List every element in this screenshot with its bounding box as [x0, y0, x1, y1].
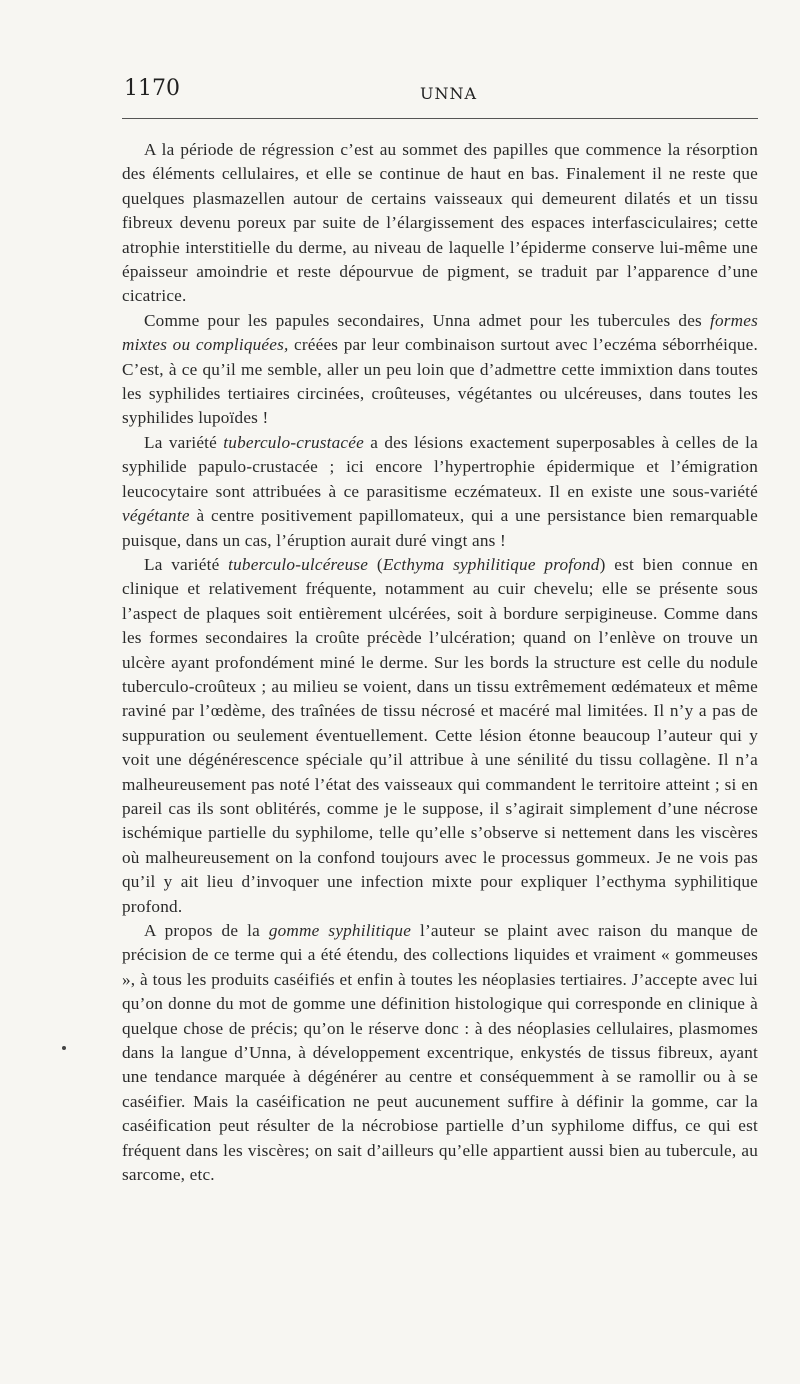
- paragraph-3-italic-1: tuberculo-crustacée: [223, 432, 364, 452]
- paragraph-2-text-a: Comme pour les papules secondaires, Unna admet pour les tubercules des: [144, 310, 710, 330]
- running-head: UNNA: [420, 84, 478, 103]
- margin-mark: [62, 1046, 66, 1050]
- paragraph-4-text-b: (: [368, 554, 383, 574]
- paragraph-3-text-c: à centre positivement papillomateux, qui a une persistance bien remarquable puisque, dans un cas, l’éruption aurait duré vingt ans !: [122, 506, 758, 550]
- paragraph-4-italic-1: tuberculo-ulcéreuse: [228, 554, 369, 574]
- paragraph-4-text-c: ) est bien connue en clinique et relativement fréquente, notamment au cuir chevelu; elle se présente sous l’aspect de plaques soit entièrement ulcérées, soit à bordure serpigineuse. Comme dans les formes secondaires la croûte précède l’ulcération; quand on l’enlève on trouve un ulcère ayant profondément miné le derme. Sur les bords la structure est celle du nodule tuberculo-croûteux ; au milieu se voient, dans un tissu extrêmement œdémateux et même raviné par l’œdème, des traînées de tissu nécrosé et macéré mal limitées. Il n’y a pas de suppuration ou seulement éventuellement. Cette lésion étonne beaucoup l’auteur qui y voit une dégénérescence spéciale qu’il attribue à une sénilité du tissu collagène. Il n’a malheureusement pas noté l’état des vaisseaux qui commandent le territoire atteint ; si en pareil cas ils sont oblitérés, comme je le suppose, il s’agirait simplement d’une nécrose ischémique partielle du syphilome, telle qu’elle s’observe si nettement dans les viscères où malheureusement on la confond toujours avec le processus gommeux. Je ne vois pas qu’il y ait lieu d’invoquer une infection mixte pour expliquer l’ecthyma syphilitique profond.: [122, 554, 759, 916]
- body-text: [122, 138, 758, 1187]
- paragraph-2-italic: formes mixtes ou compliquées,: [122, 310, 758, 355]
- paragraph-5-text-b: l’auteur se plaint avec raison du manque de précision de ce terme qui a été étendu, des collections liquides et vraiment « gommeuses », à tous les produits caséifiés et enfin à toutes les néoplasies tertiaires. J’accepte avec lui qu’on donne du mot de gomme une définition histologique qui corresponde en clinique à quelque chose de précis; qu’on le réserve donc : à des néoplasies cellulaires, plasmomes dans la langue d’Unna, à développement excentrique, enkystés de tissus fibreux, ayant une tendance marquée à dégénérer au centre et conséquemment à se ramollir ou à se caséifier. Mais la caséification ne peut aucunement suffire à définir la gomme, car la caséification peut résulter de la nécrobiose partielle d’un syphilome diffus, ce qui est fréquent dans les viscères; on sait d’ailleurs qu’elle appartient aussi bien au tubercule, au sarcome, etc.: [122, 921, 758, 1185]
- paragraph-4-italic-2: Ecthyma syphilitique profond: [382, 554, 600, 574]
- paragraph-5: [122, 919, 758, 1187]
- paragraph-2: [122, 309, 758, 431]
- paragraph-1-text: A la période de régression c’est au sommet des papilles que commence la résorption des éléments cellulaires, et elle se continue de haut en bas. Finalement il ne reste que quelques plasmazellen autour de certains vaisseaux qui demeurent dilatés et un tissu fibreux devenu poreux par suite de l’élargissement des espaces interfasciculaires; cette atrophie interstitielle du derme, au niveau de laquelle l’épiderme conserve lui-même une épaisseur amoindrie et reste dépourvue de pigment, se traduit par l’apparence d’une cicatrice.: [122, 140, 758, 306]
- paragraph-4: [122, 553, 758, 919]
- paragraph-4-text-a: La variété: [144, 554, 229, 574]
- paragraph-2-text-b: créées par leur combinaison surtout avec l’eczéma séborrhéique. C’est, à ce qu’il me semble, aller un peu loin que d’admettre cette immixtion dans toutes les syphilides tertiaires circinées, croûteuses, végétantes ou ulcéreuses, dans toutes les syphilides lupoïdes !: [122, 335, 758, 428]
- page-header: [124, 72, 756, 112]
- paragraph-3-text-b: a des lésions exactement superposables à celles de la syphilide papulo-crustacée ; ici encore l’hypertrophie épidermique et l’émigration leucocytaire sont attribuées à ce parasitisme eczémateux. Il en existe une sous-variété: [122, 432, 758, 501]
- paragraph-3-text-a: La variété: [144, 432, 224, 452]
- paragraph-1: [122, 138, 758, 309]
- paragraph-3: [122, 431, 758, 553]
- paragraph-5-text-a: A propos de la: [144, 921, 269, 940]
- page-number: 1170: [124, 76, 180, 101]
- paragraph-5-italic: gomme syphilitique: [268, 921, 412, 940]
- paragraph-3-italic-2: végétante: [122, 506, 190, 526]
- header-rule: [122, 118, 758, 119]
